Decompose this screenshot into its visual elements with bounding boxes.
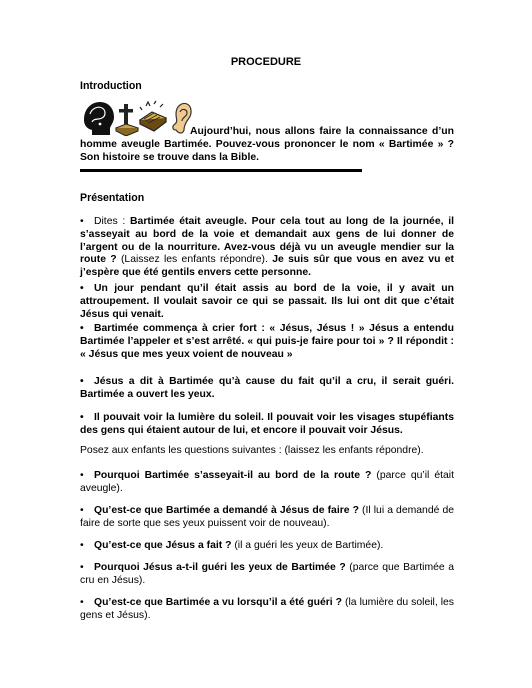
paragraph-5 (80, 412, 454, 438)
paragraph-1-bold-end: Je suis sûr que vous en avez vu et j’espère que été gentils envers cette personne. (80, 254, 454, 279)
question-item (80, 540, 454, 553)
presentation-heading: Présentation (80, 192, 145, 204)
paragraph-2 (80, 283, 454, 321)
paragraph-1-normal: (Laissez les enfants répondre). (116, 254, 273, 266)
question-item (80, 597, 454, 623)
ear-icon (173, 103, 191, 133)
horizontal-rule (80, 169, 362, 172)
bullet-icon: • (80, 412, 84, 423)
bullet-icon: • (80, 562, 84, 573)
answer-text: (parce que Bartimée a cru en Jésus). (80, 562, 454, 586)
paragraph-3 (80, 323, 454, 361)
answer-text: (Il lui a demandé de faire de sorte que ses yeux puissent voir de nouveau). (80, 505, 454, 529)
book-icon (140, 101, 166, 131)
bullet-icon: • (80, 540, 84, 551)
answer-text: (il a guéri les yeux de Bartimée). (231, 540, 384, 551)
question-text: Qu’est-ce que Bartimée a vu lorsqu’il a été guéri ? (94, 597, 343, 608)
paragraph-1-prefix: Dites : (94, 216, 131, 227)
question-item (80, 505, 454, 531)
question-text: Qu’est-ce que Bartimée a demandé à Jésus de faire ? (94, 505, 359, 516)
bullet-icon: • (80, 376, 84, 387)
introduction-text: homme aveugle Bartimée. Pouvez-vous prononcer le nom « Bartimée » ? Son histoire se trouve dans la Bible. (80, 139, 454, 163)
paragraph-2-text: Un jour pendant qu’il était assis au bord de la voie, il y avait un attroupement. Il voulait savoir ce qui se passait. Ils lui ont dit que c’était Jésus qui venait. (80, 283, 454, 320)
bullet-icon: • (80, 505, 84, 516)
answer-text: (la lumière du soleil, les gens et Jésus). (80, 597, 454, 621)
clipart-icons (80, 100, 192, 136)
paragraph-3-text: Bartimée commença à crier fort : « Jésus, Jésus ! » Jésus a entendu Bartimée l’appeler et s’est arrêté. « qui puis-je faire pour toi » ? Il répondit : « Jésus que mes yeux voient de nouveau » (80, 323, 454, 360)
paragraph-4-text: Jésus a dit à Bartimée qu’à cause du fait qu’il a cru, il serait guéri. Bartimée a ouvert les yeux. (80, 376, 454, 400)
bullet-icon: • (80, 323, 84, 334)
paragraph-5-text: Il pouvait voir la lumière du soleil. Il pouvait voir les visages stupéfiants des gens qui étaient autour de lui, et encore il pouvait voir Jésus. (80, 412, 454, 436)
question-text: Pourquoi Bartimée s’asseyait-il au bord de la route ? (94, 470, 372, 481)
paragraph-1-bold: Bartimée était aveugle. Pour cela tout au long de la journée, il s’asseyait au bord de la voie et demandait aux gens de lui donner de l’argent ou de la nourriture. Avez-vous déjà vu un aveugle mendier sur la route ? (80, 216, 454, 266)
head-silhouette-icon (84, 102, 114, 135)
question-text: Pourquoi Jésus a-t-il guéri les yeux de Bartimée ? (94, 562, 346, 573)
introduction-first-line: Aujourd’hui, nous allons faire la connaissance d’un (190, 126, 454, 137)
questions-instruction: Posez aux enfants les questions suivantes : (laissez les enfants répondre). (80, 445, 424, 456)
page-title: PROCEDURE (230, 56, 302, 68)
answer-text: (parce qu’il était aveugle). (80, 470, 454, 494)
question-text: Qu’est-ce que Jésus a fait ? (94, 540, 232, 551)
cross-bible-icon (116, 104, 138, 136)
bullet-icon: • (80, 597, 84, 608)
question-item (80, 470, 454, 496)
question-item (80, 562, 454, 588)
bullet-icon: • (80, 216, 84, 227)
paragraph-1 (80, 216, 454, 280)
introduction-heading: Introduction (80, 80, 142, 92)
bullet-icon: • (80, 470, 84, 481)
bullet-icon: • (80, 283, 84, 294)
paragraph-4 (80, 376, 454, 402)
